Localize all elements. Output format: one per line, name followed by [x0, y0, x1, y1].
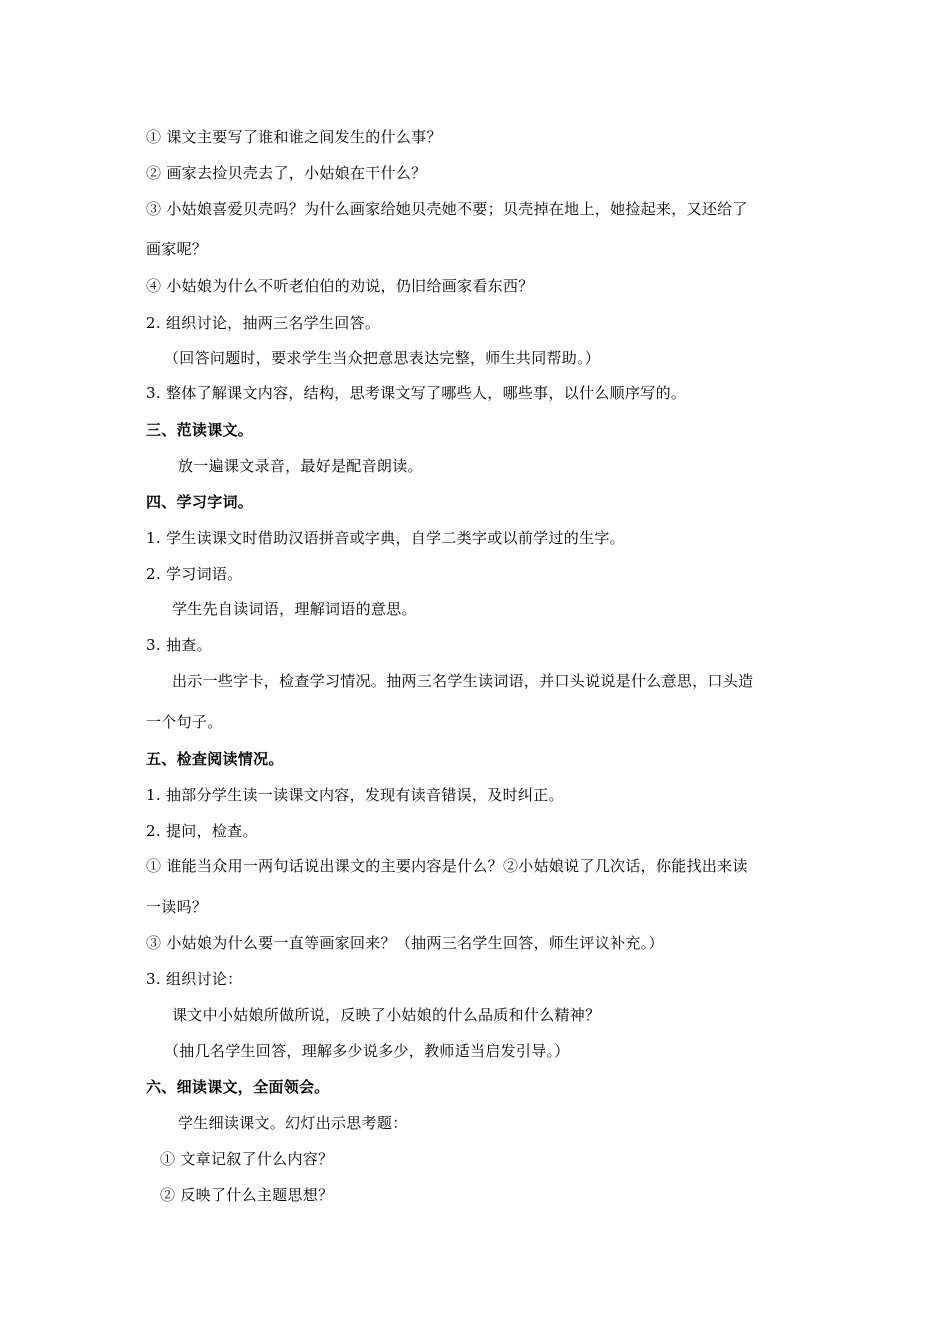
question-3-continued: 画家呢？: [146, 240, 208, 258]
question-4: ④ 小姑娘为什么不听老伯伯的劝说，仍旧给画家看东西？: [146, 277, 534, 295]
section-4-step-3-body-continued: 一个句子。: [146, 713, 223, 731]
section-4-step-1: 1. 学生读课文时借助汉语拼音或字典，自学二类字或以前学过的生字。: [146, 529, 625, 547]
section-5-step-3: 3. 组织讨论：: [146, 970, 243, 988]
section-3-body: 放一遍课文录音，最好是配音朗读。: [178, 457, 423, 475]
section-5-question-3: ③ 小姑娘为什么要一直等画家回来？（抽两三名学生回答，师生评议补充。）: [146, 934, 664, 952]
section-6-body: 学生细读课文。幻灯出示思考题：: [178, 1114, 408, 1132]
section-heading-4: 四、学习字词。: [146, 493, 254, 511]
question-1: ① 课文主要写了谁和谁之间发生的什么事？: [146, 128, 442, 146]
question-2: ② 画家去捡贝壳去了，小姑娘在干什么？: [146, 164, 427, 182]
section-4-step-2: 2. 学习词语。: [146, 565, 243, 583]
section-5-question-1-continued: 一读吗？: [146, 898, 208, 916]
section-6-question-2: ② 反映了什么主题思想？: [160, 1186, 334, 1204]
section-4-step-3-body: 出示一些字卡，检查学习情况。抽两三名学生读词语，并口头说说是什么意思，口头造: [172, 672, 754, 690]
section-5-step-3-body: 课文中小姑娘所做所说，反映了小姑娘的什么品质和什么精神？: [172, 1006, 601, 1024]
section-heading-3: 三、范读课文。: [146, 421, 254, 439]
step-2-discussion: 2. 组织讨论，抽两三名学生回答。: [146, 314, 381, 332]
section-4-step-3: 3. 抽查。: [146, 636, 212, 654]
section-6-question-1: ① 文章记叙了什么内容？: [160, 1150, 334, 1168]
section-5-step-2: 2. 提问，检查。: [146, 822, 258, 840]
answer-note: （回答问题时，要求学生当众把意思表达完整，师生共同帮助。）: [164, 349, 601, 367]
section-heading-5: 五、检查阅读情况。: [146, 750, 284, 768]
section-5-question-1: ① 谁能当众用一两句话说出课文的主要内容是什么？②小姑娘说了几次话，你能找出来读: [146, 857, 748, 875]
step-3-overview: 3. 整体了解课文内容，结构，思考课文写了哪些人，哪些事，以什么顺序写的。: [146, 384, 687, 402]
question-3: ③ 小姑娘喜爱贝壳吗？为什么画家给她贝壳她不要；贝壳掉在地上，她捡起来，又还给了: [146, 200, 748, 218]
section-4-step-2-body: 学生先自读词语，理解词语的意思。: [172, 600, 417, 618]
section-5-step-1: 1. 抽部分学生读一读课文内容，发现有读音错误，及时纠正。: [146, 786, 564, 804]
section-5-step-3-note: （抽几名学生回答，理解多少说多少，教师适当启发引导。）: [164, 1042, 570, 1060]
section-heading-6: 六、细读课文，全面领会。: [146, 1078, 330, 1096]
